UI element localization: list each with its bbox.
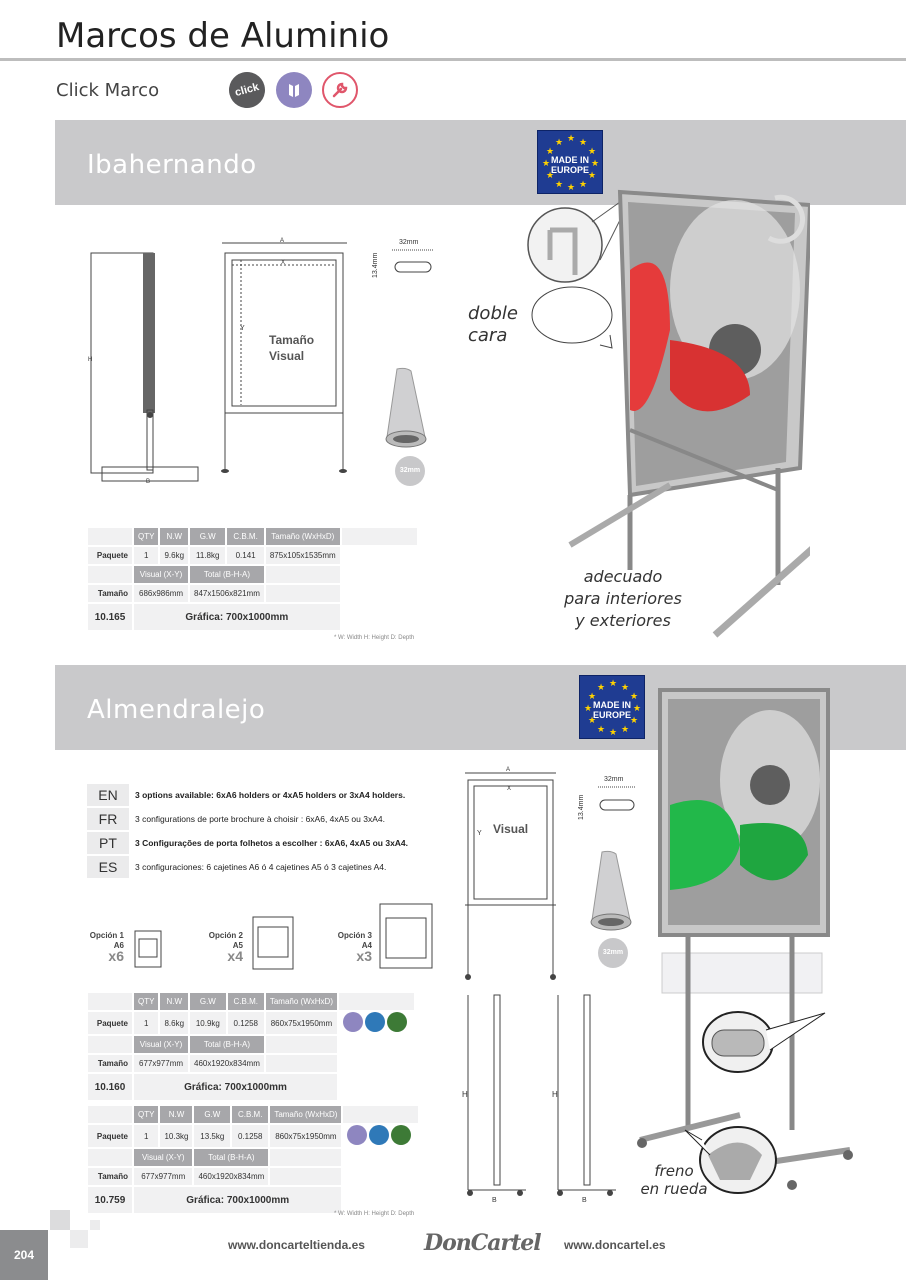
profile-size-badge: 32mm	[598, 938, 628, 968]
cell-qty: 1	[134, 547, 158, 564]
option-multiplier: x6	[108, 948, 124, 964]
option-label: Opción 3	[337, 931, 372, 940]
cell-total: 460x1920x834mm	[190, 1055, 264, 1072]
product1-y-label: Y	[240, 325, 245, 332]
cell-cbm: 0.1258	[232, 1125, 268, 1147]
header-cbm: C.B.M.	[228, 993, 264, 1010]
cell-size: 875x105x1535mm	[266, 547, 340, 564]
product2-visual-label: Visual	[493, 822, 529, 836]
language-row-pt	[87, 832, 408, 854]
product2-b-label-1: B	[492, 1197, 497, 1204]
profile-size-badge: 32mm	[395, 456, 425, 486]
header-gw: G.W	[190, 528, 225, 545]
header-visual: Visual (X-Y)	[134, 566, 188, 583]
cell-total: 847x1506x821mm	[190, 585, 264, 602]
tree-icon	[391, 1125, 411, 1145]
a5-holder-icon	[250, 915, 296, 971]
header-visual: Visual (X-Y)	[134, 1036, 188, 1053]
product1-x-label: X	[281, 260, 286, 266]
header-gw: G.W	[190, 993, 226, 1010]
header-qty: QTY	[134, 993, 158, 1010]
product1-profile-width: 32mm	[399, 239, 419, 246]
product2-x-label: X	[507, 786, 512, 792]
product1-name: Ibahernando	[87, 150, 257, 180]
header-total: Total (B-H-A)	[190, 566, 264, 583]
header-gw: G.W	[194, 1106, 230, 1123]
eu-flag-icon: ★ ★ ★ ★ ★ ★ ★ ★ ★ ★ ★ ★ MADE IN EUROPE	[537, 130, 603, 194]
header-qty: QTY	[134, 528, 158, 545]
product1-a-label: A	[280, 238, 285, 244]
page-subtitle: Click Marco	[56, 80, 160, 101]
cell-gw: 11.8kg	[190, 547, 225, 564]
footer-decoration	[70, 1230, 88, 1248]
product2-h-label-1: H	[462, 1090, 468, 1099]
header-nw: N.W	[160, 1106, 192, 1123]
row-label-size: Tamaño	[88, 1055, 132, 1072]
option-size: A4	[361, 941, 372, 950]
double-sided-icon	[347, 1125, 367, 1145]
cell-size: 860x75x1950mm	[270, 1125, 341, 1147]
a6-holder-icon	[132, 929, 164, 969]
option-multiplier: x4	[227, 948, 243, 964]
cell-visual: 677x977mm	[134, 1055, 188, 1072]
tree-icon	[387, 1012, 407, 1032]
language-text: 3 configuraciones: 6 cajetines A6 ó 4 cajetines A5 ó 3 cajetines A4.	[135, 862, 387, 872]
option-size: A5	[232, 941, 243, 950]
header-cbm: C.B.M.	[232, 1106, 268, 1123]
option-size: A6	[113, 941, 124, 950]
row-label-package: Paquete	[88, 1125, 132, 1147]
header-total: Total (B-H-A)	[190, 1036, 264, 1053]
header-total: Total (B-H-A)	[194, 1149, 268, 1166]
cell-gw: 13.5kg	[194, 1125, 230, 1147]
profile-section-image	[383, 367, 429, 453]
click-icon: click	[225, 68, 269, 112]
cell-nw: 10.3kg	[160, 1125, 192, 1147]
cell-cbm: 0.1258	[228, 1012, 264, 1034]
eu-flag-icon: ★ ★ ★ ★ ★ ★ ★ ★ ★ ★ ★ ★ MADE IN EUROPE	[579, 675, 645, 739]
product-code: 10.165	[88, 604, 132, 630]
made-in-europe-label: MADE IN EUROPE	[550, 155, 589, 175]
a4-holder-icon	[377, 902, 435, 970]
option-2	[205, 931, 243, 964]
product2-spec-table-2	[86, 1104, 420, 1215]
option-label: Opción 2	[208, 931, 243, 940]
profile-section-image	[588, 850, 634, 936]
option-multiplier: x3	[356, 948, 372, 964]
product2-spec-table-1	[86, 991, 416, 1102]
feature-icons	[339, 1012, 414, 1034]
header-size: Tamaño (WxHxD)	[266, 528, 340, 545]
product2-a-label: A	[506, 767, 511, 773]
product1-spec-table	[86, 526, 419, 632]
made-in-europe-label: MADE IN EUROPE	[592, 700, 631, 720]
product-code: 10.160	[88, 1074, 132, 1100]
wheel-brake-callout: freno en rueda	[640, 1162, 708, 1198]
option-1	[86, 931, 124, 964]
umbrella-icon	[365, 1012, 385, 1032]
language-code: ES	[87, 856, 129, 878]
double-sided-icon	[276, 72, 312, 108]
cell-visual: 686x986mm	[134, 585, 188, 602]
cell-cbm: 0.141	[227, 547, 264, 564]
language-text: 3 options available: 6xA6 holders or 4xA5 holders or 3xA4 holders.	[135, 790, 406, 800]
header-size: Tamaño (WxHxD)	[266, 993, 337, 1010]
language-text: 3 Configurações de porta folhetos a escolher : 6xA6, 4xA5 ou 3xA4.	[135, 838, 409, 848]
product2-profile-width: 32mm	[604, 776, 624, 783]
double-sided-callout: doble cara	[468, 303, 518, 346]
header-nw: N.W	[160, 528, 188, 545]
cell-total: 460x1920x834mm	[194, 1168, 268, 1185]
title-divider	[0, 58, 906, 61]
cell-visual: 677x977mm	[134, 1168, 192, 1185]
page-number: 204	[0, 1230, 48, 1280]
feature-icons	[343, 1125, 418, 1147]
product1-h-label: H	[88, 357, 93, 363]
graphic-size: Gráfica: 700x1000mm	[134, 1187, 341, 1213]
option-label: Opción 1	[89, 931, 124, 940]
product1-footnote: * W: Width H: Height D: Depth	[334, 635, 415, 641]
header-size: Tamaño (WxHxD)	[270, 1106, 341, 1123]
language-code: EN	[87, 784, 129, 806]
product2-technical-drawing	[460, 765, 640, 1205]
row-label-package: Paquete	[88, 547, 132, 564]
product1-visual-label: Tamaño Visual	[269, 333, 315, 363]
product1-profile-height: 13.4mm	[372, 252, 379, 278]
row-label-size: Tamaño	[88, 1168, 132, 1185]
product1-b-label: B	[146, 479, 151, 485]
row-label-size: Tamaño	[88, 585, 132, 602]
product2-y-label: Y	[477, 830, 482, 837]
cell-size: 860x75x1950mm	[266, 1012, 337, 1034]
cell-nw: 8.6kg	[160, 1012, 188, 1034]
header-visual: Visual (X-Y)	[134, 1149, 192, 1166]
product-code: 10.759	[88, 1187, 132, 1213]
footer-decoration	[50, 1210, 70, 1230]
language-code: FR	[87, 808, 129, 830]
language-code: PT	[87, 832, 129, 854]
footer-url-right[interactable]: www.doncartel.es	[564, 1238, 666, 1252]
cell-qty: 1	[134, 1012, 158, 1034]
cell-qty: 1	[134, 1125, 158, 1147]
footer-url-left[interactable]: www.doncarteltienda.es	[228, 1238, 365, 1252]
product2-profile-height: 13.4mm	[578, 794, 585, 820]
row-label-package: Paquete	[88, 1012, 132, 1034]
double-sided-icon	[343, 1012, 363, 1032]
option-3	[334, 931, 372, 964]
cell-gw: 10.9kg	[190, 1012, 226, 1034]
header-cbm: C.B.M.	[227, 528, 264, 545]
language-list	[87, 784, 408, 880]
page-title: Marcos de Aluminio	[56, 16, 390, 56]
product2-b-label-2: B	[582, 1197, 587, 1204]
language-row-es	[87, 856, 408, 878]
footer-decoration	[90, 1220, 100, 1230]
product2-photo	[630, 685, 860, 1200]
product2-footnote: * W: Width H: Height D: Depth	[334, 1211, 415, 1217]
graphic-size: Gráfica: 700x1000mm	[134, 1074, 337, 1100]
brand-logo: DonCartel	[424, 1230, 541, 1256]
product2-name: Almendralejo	[87, 695, 266, 725]
product2-h-label-2: H	[552, 1090, 558, 1099]
language-row-fr	[87, 808, 408, 830]
header-qty: QTY	[134, 1106, 158, 1123]
tool-icon	[322, 72, 358, 108]
cell-nw: 9.6kg	[160, 547, 188, 564]
indoor-outdoor-callout: adecuado para interiores y exteriores	[564, 567, 682, 630]
language-row-en	[87, 784, 408, 806]
graphic-size: Gráfica: 700x1000mm	[134, 604, 340, 630]
umbrella-icon	[369, 1125, 389, 1145]
language-text: 3 configurations de porte brochure à choisir : 6xA6, 4xA5 ou 3xA4.	[135, 814, 385, 824]
header-nw: N.W	[160, 993, 188, 1010]
